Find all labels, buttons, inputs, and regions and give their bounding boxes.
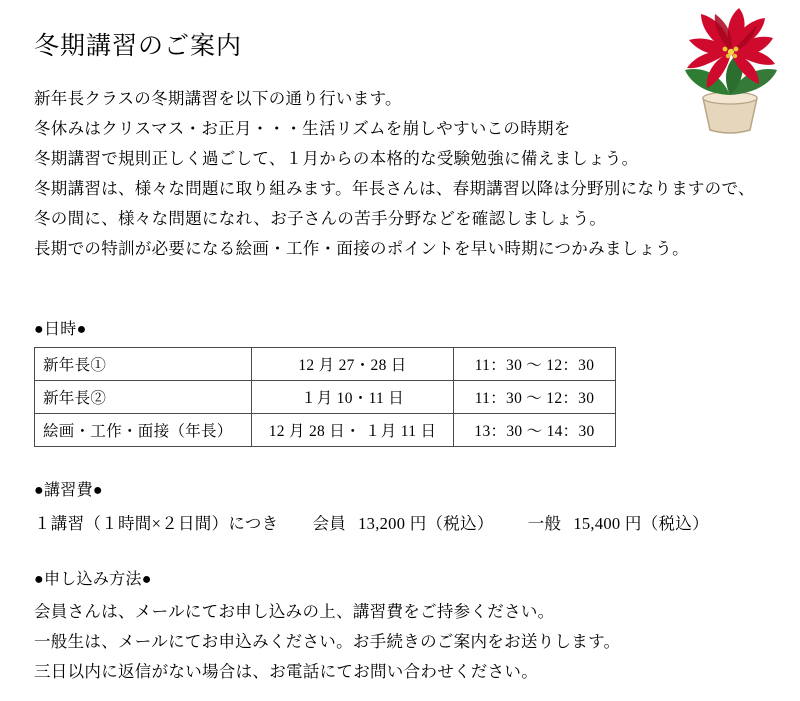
table-row	[35, 414, 616, 447]
schedule-table	[34, 347, 616, 447]
section-heading-fee: ●講習費●	[34, 482, 103, 499]
cell-time: 11：30 ～ 12：30	[454, 348, 616, 381]
intro-line: 冬期講習で規則正しく過ごして、１月からの本格的な受験勉強に備えましょう。	[34, 149, 639, 168]
table-row	[35, 348, 616, 381]
cell-course: 新年長②	[35, 381, 252, 414]
cell-date: １月 10・11 日	[252, 381, 454, 414]
table-row	[35, 381, 616, 414]
cell-time: 11：30 ～ 12：30	[454, 381, 616, 414]
apply-line: 会員さんは、メールにてお申し込みの上、講習費をご持参ください。	[34, 602, 555, 621]
section-heading-datetime: ●日時●	[34, 321, 87, 338]
fee-detail-line	[34, 510, 770, 534]
cell-course: 絵画・工作・面接（年長）	[35, 414, 252, 447]
intro-line: 新年長クラスの冬期講習を以下の通り行います。	[34, 89, 402, 108]
cell-time: 13：30 ～ 14：30	[454, 414, 616, 447]
fee-member-price: 13,200 円（税込）	[358, 514, 494, 533]
fee-general-price: 15,400 円（税込）	[573, 514, 709, 533]
cell-date: 12 月 27・28 日	[252, 348, 454, 381]
apply-line: 一般生は、メールにてお申込みください。お手続きのご案内をお送りします。	[34, 632, 621, 651]
page-title: 冬期講習のご案内	[34, 33, 243, 60]
intro-line: 長期での特訓が必要になる絵画・工作・面接のポイントを早い時期につかみましょう。	[34, 239, 689, 258]
intro-line: 冬の間に、様々な問題になれ、お子さんの苦手分野などを確認しましょう。	[34, 209, 607, 228]
section-heading-apply: ●申し込み方法●	[34, 571, 152, 588]
apply-line: 三日以内に返信がない場合は、お電話にてお問い合わせください。	[34, 662, 538, 681]
fee-member-label: 会員	[312, 514, 347, 533]
cell-course: 新年長①	[35, 348, 252, 381]
intro-line: 冬休みはクリスマス・お正月・・・生活リズムを崩しやすいこの時期を	[34, 119, 571, 138]
apply-instructions	[34, 597, 770, 687]
fee-general-label: 一般	[527, 514, 562, 533]
intro-line: 冬期講習は、様々な問題に取り組みます。年長さんは、春期講習以降は分野別になりますので、	[34, 179, 755, 198]
poinsettia-icon	[645, 0, 790, 140]
cell-date: 12 月 28 日・ １月 11 日	[252, 414, 454, 447]
fee-unit: １講習（１時間×２日間）につき	[34, 514, 279, 533]
